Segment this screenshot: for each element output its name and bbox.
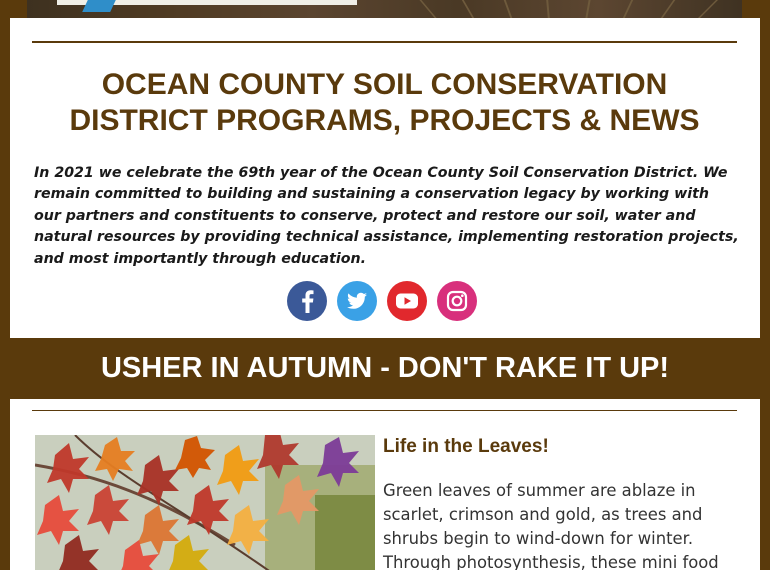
facebook-icon bbox=[287, 281, 327, 321]
article-panel bbox=[10, 399, 760, 570]
divider bbox=[32, 410, 737, 411]
article-body: Green leaves of summer are ablaze in scarlet, crimson and gold, as trees and shrubs begin to wind-down for winter. Through photosynthesis, these mini food bbox=[383, 481, 719, 570]
crop-row bbox=[546, 0, 550, 18]
crop-row bbox=[462, 0, 474, 18]
autumn-leaves-photo bbox=[35, 435, 375, 570]
article-title: Life in the Leaves! bbox=[383, 436, 549, 457]
facebook-button[interactable] bbox=[287, 281, 327, 321]
crop-row bbox=[623, 0, 633, 18]
instagram-icon bbox=[437, 281, 477, 321]
youtube-button[interactable] bbox=[387, 281, 427, 321]
crop-row bbox=[419, 0, 436, 18]
divider bbox=[32, 41, 737, 43]
social-links bbox=[287, 281, 477, 321]
crop-row bbox=[698, 0, 718, 18]
twitter-icon bbox=[337, 281, 377, 321]
intro-text: In 2021 we celebrate the 69th year of the Ocean County Soil Conservation District. We remain committed to building and sustaining a conservation legacy by working with our partners and constituents to conserve, protect and restore our soil, water and natural resources by providing technical assistance, implementing restoration projects, and most importantly through education. bbox=[34, 165, 739, 267]
leaves-illustration bbox=[35, 435, 375, 570]
section-banner: USHER IN AUTUMN - DON'T RAKE IT UP! bbox=[100, 352, 670, 384]
crop-row bbox=[661, 0, 676, 18]
crop-row bbox=[504, 0, 513, 18]
header-farm-photo bbox=[27, 0, 742, 18]
intro-panel bbox=[10, 18, 760, 338]
farm-sign-accent bbox=[82, 0, 116, 12]
crop-row bbox=[585, 0, 590, 18]
instagram-button[interactable] bbox=[437, 281, 477, 321]
youtube-icon bbox=[387, 281, 427, 321]
page-title: OCEAN COUNTY SOIL CONSERVATION DISTRICT PROGRAMS, PROJECTS & NEWS bbox=[69, 68, 700, 137]
twitter-button[interactable] bbox=[337, 281, 377, 321]
